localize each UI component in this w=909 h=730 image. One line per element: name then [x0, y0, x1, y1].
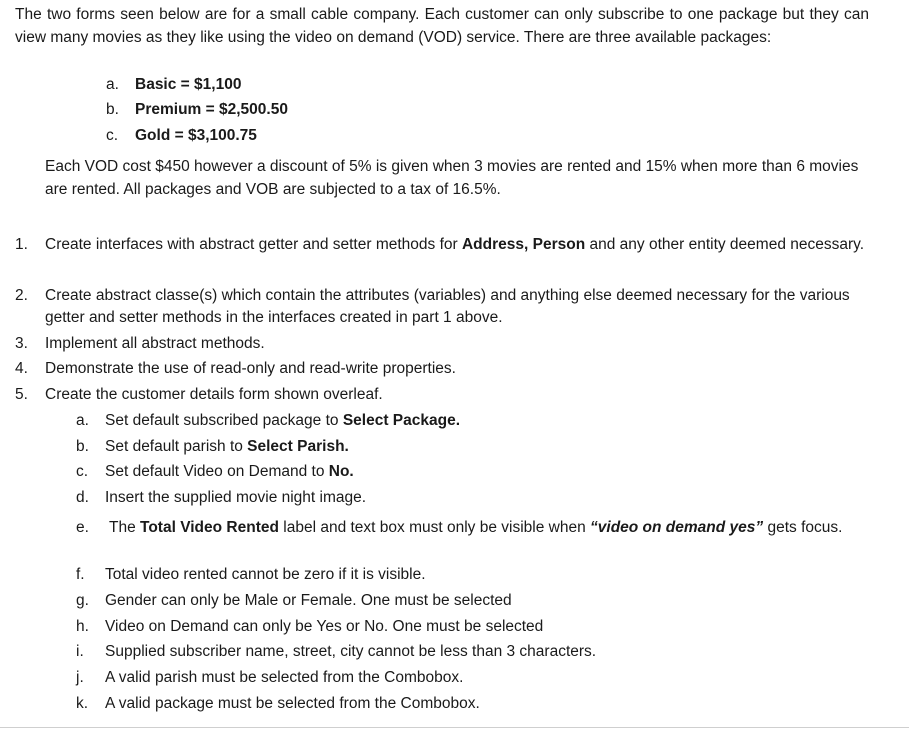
intro-paragraph: The two forms seen below are for a small cable company. Each customer can only subscribe to one package but they can view many movies as they like using the video on demand (VOD) service. There are three available packages:	[15, 6, 869, 46]
subitem-label: i.	[76, 643, 84, 660]
subitem-text: A valid parish must be selected from the Combobox.	[105, 669, 464, 686]
bottom-divider	[0, 727, 909, 728]
question-number: 5.	[15, 386, 28, 403]
package-value: Gold = $3,100.75	[135, 127, 257, 144]
question-text: Demonstrate the use of read-only and read-write properties.	[45, 360, 456, 377]
package-item-premium	[106, 101, 288, 119]
subitem-label: j.	[76, 669, 84, 686]
subitem-label: b.	[76, 438, 89, 455]
vod-paragraph: Each VOD cost $450 however a discount of 5% is given when 3 movies are rented and 15% when more than 6 movies are rented. All packages and VOB are subjected to a tax of 16.5%.	[45, 158, 859, 198]
subitem-label: k.	[76, 695, 89, 712]
subitem-label: f.	[76, 566, 85, 583]
subitem-text: Video on Demand can only be Yes or No. One must be selected	[105, 618, 544, 635]
package-value: Premium = $2,500.50	[135, 101, 288, 118]
package-label: b.	[106, 101, 119, 118]
subitem-text: Total video rented cannot be zero if it is visible.	[105, 566, 426, 583]
subitem-label: g.	[76, 592, 89, 609]
subitem-text: A valid package must be selected from the Combobox.	[105, 695, 480, 712]
package-item-basic	[106, 76, 241, 94]
question-number: 2.	[15, 287, 28, 304]
subitem-label: e.	[76, 519, 89, 536]
subitem-label: h.	[76, 618, 89, 635]
subitem-text: Gender can only be Male or Female. One must be selected	[105, 592, 512, 609]
question-number: 3.	[15, 335, 28, 352]
question-number: 1.	[15, 236, 28, 253]
subitem-text: The Total Video Rented label and text box must only be visible when “video on demand yes” gets focus.	[109, 519, 843, 536]
subitem-text: Set default Video on Demand to No.	[105, 463, 354, 480]
question-number: 4.	[15, 360, 28, 377]
subitem-label: a.	[76, 412, 89, 429]
package-label: a.	[106, 76, 119, 93]
question-text: Implement all abstract methods.	[45, 335, 265, 352]
package-value: Basic = $1,100	[135, 76, 242, 93]
package-item-gold	[106, 127, 257, 145]
question-text: Create interfaces with abstract getter and setter methods for Address, Person and any other entity deemed necessary.	[45, 236, 865, 253]
question-text: Create abstract classe(s) which contain the attributes (variables) and anything else deemed necessary for the various getter and setter methods in the interfaces created in part 1 above.	[45, 287, 850, 326]
subitem-text: Insert the supplied movie night image.	[105, 489, 367, 506]
subitem-label: c.	[76, 463, 89, 480]
subitem-label: d.	[76, 489, 89, 506]
subitem-text: Set default parish to Select Parish.	[105, 438, 349, 455]
subitem-text: Supplied subscriber name, street, city cannot be less than 3 characters.	[105, 643, 597, 660]
package-label: c.	[106, 127, 119, 144]
subitem-text: Set default subscribed package to Select Package.	[105, 412, 461, 429]
question-text: Create the customer details form shown overleaf.	[45, 386, 383, 403]
